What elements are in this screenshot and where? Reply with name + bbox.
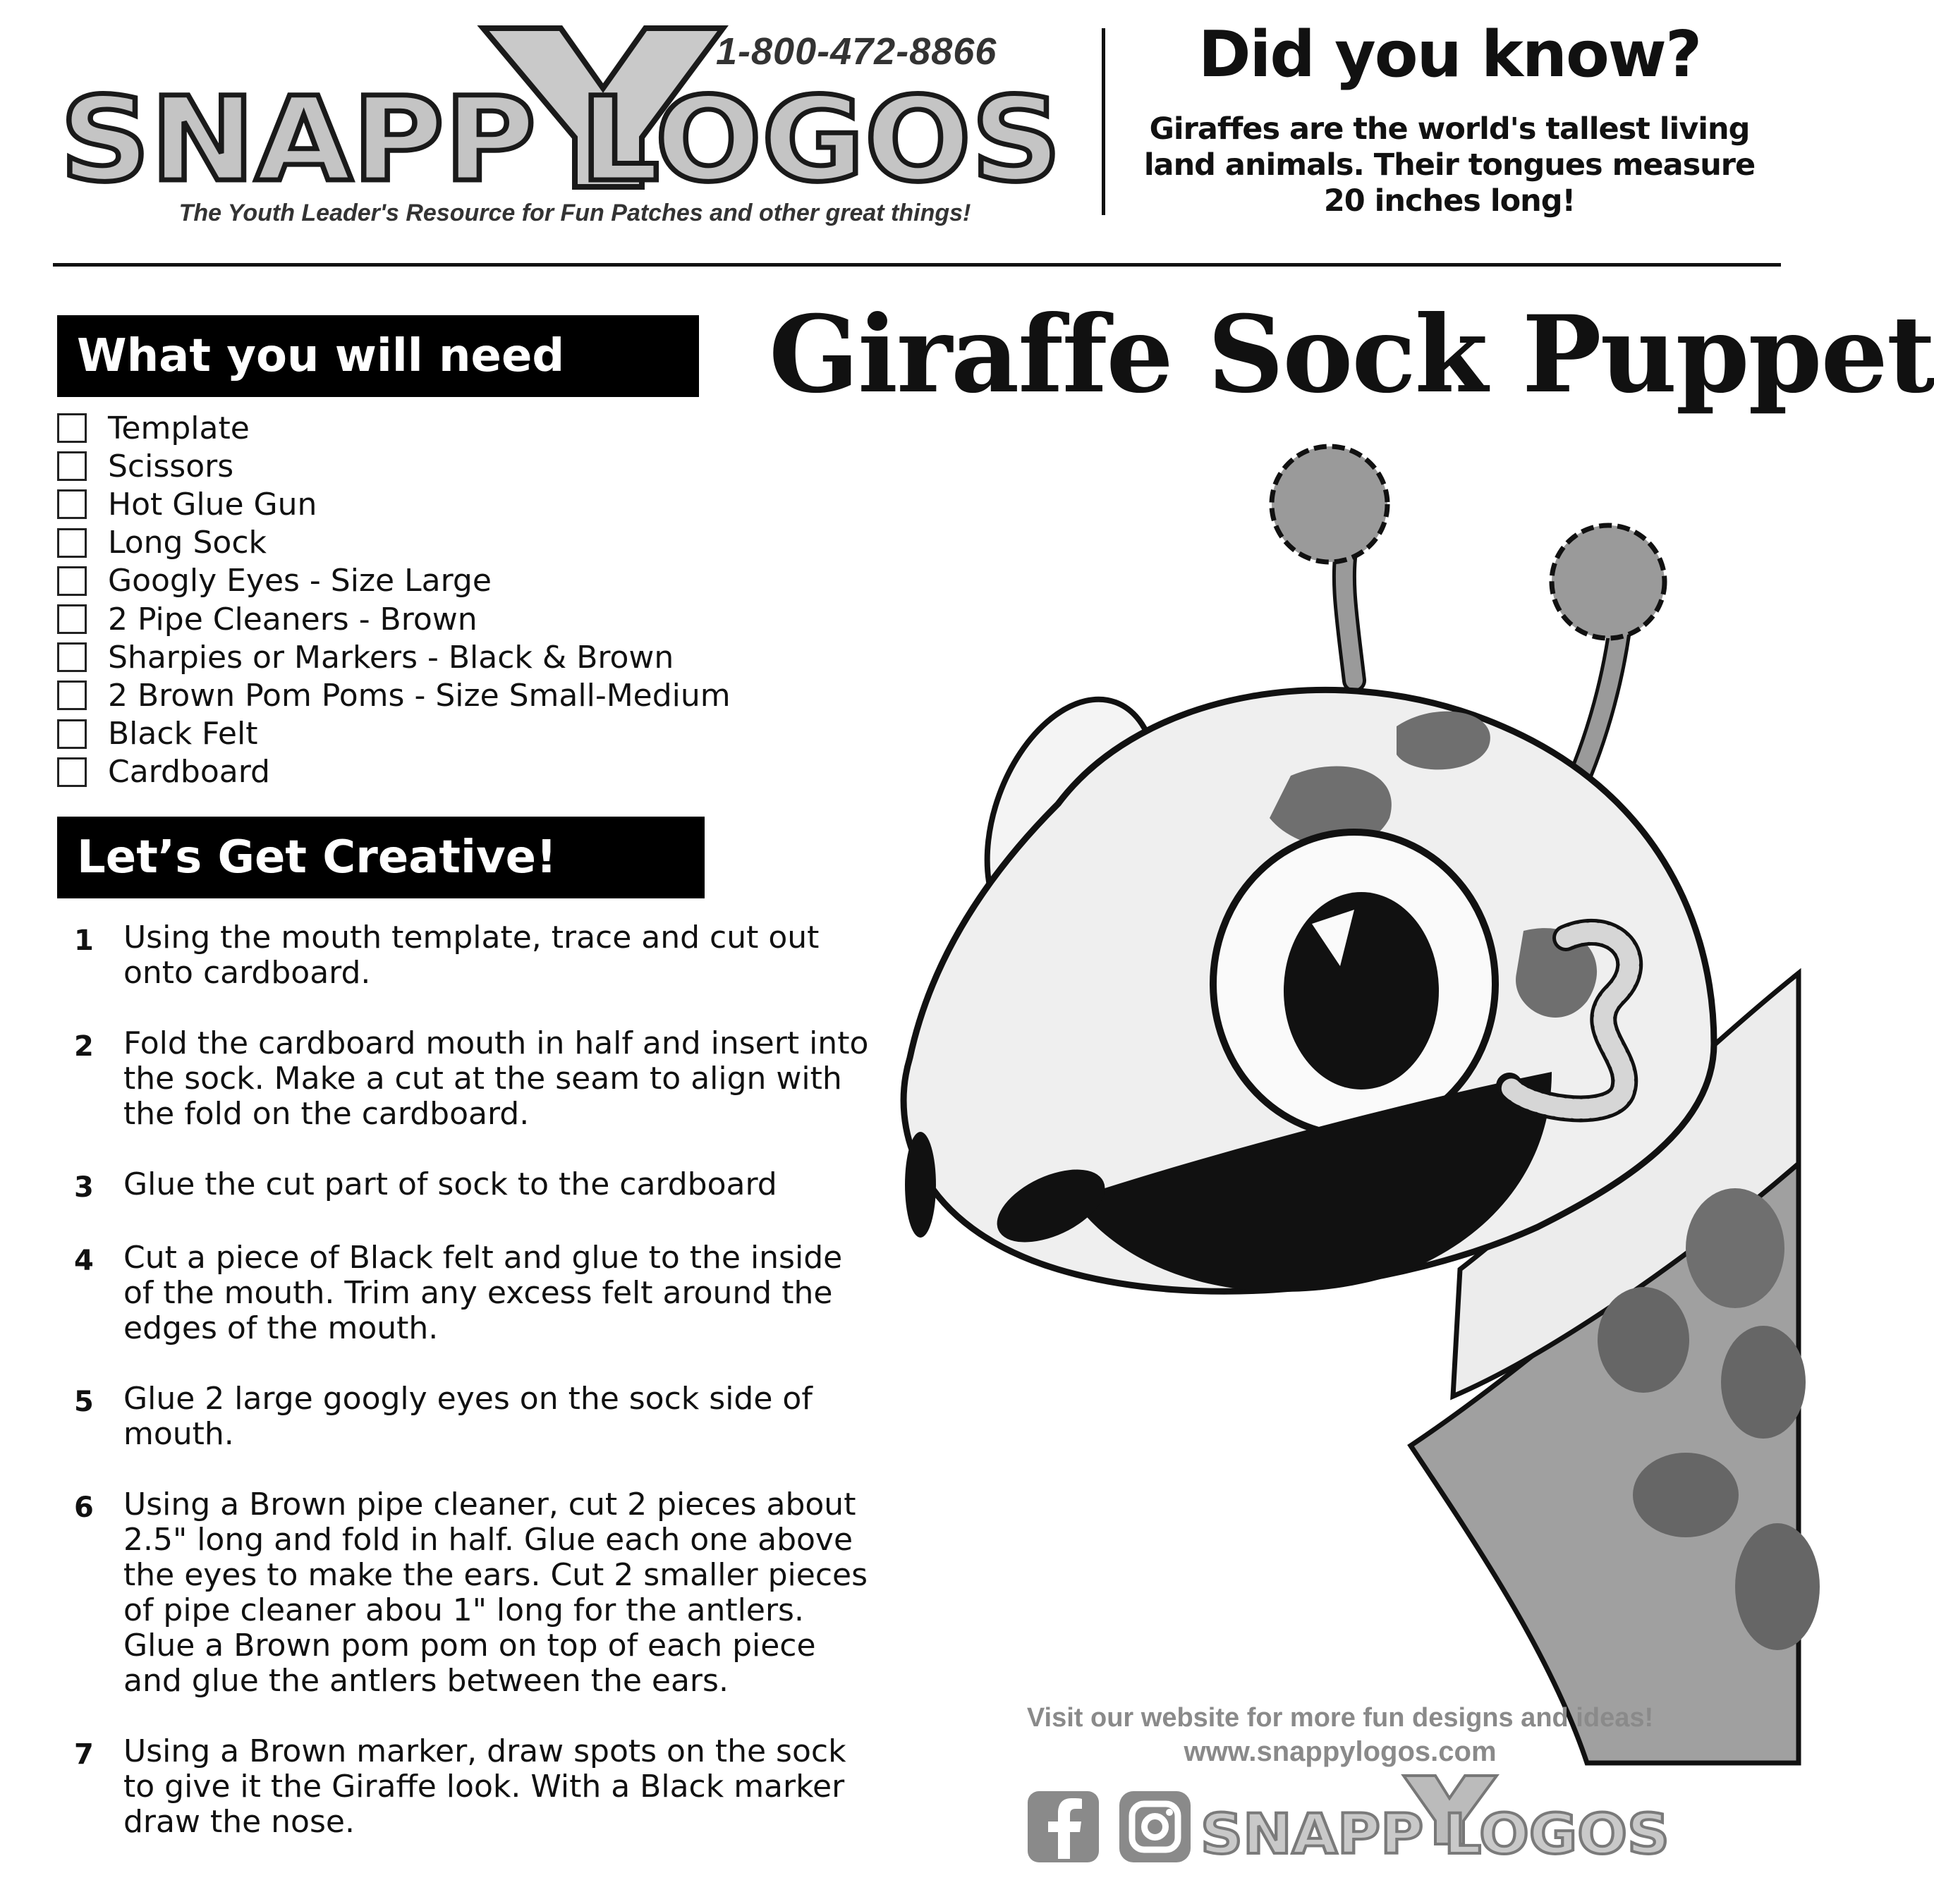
material-item (57, 676, 748, 714)
step-item (74, 1167, 878, 1205)
step-number: 6 (74, 1491, 94, 1524)
material-checkbox[interactable] (57, 528, 87, 558)
did-you-know-text: Giraffes are the world's tallest living land animals. Their tongues measure 20 inches long! (1143, 111, 1756, 219)
facebook-icon[interactable] (1026, 1790, 1100, 1864)
material-checkbox[interactable] (57, 413, 87, 443)
step-text: Glue 2 large googly eyes on the sock side of mouth. (123, 1381, 813, 1452)
material-checkbox[interactable] (57, 642, 87, 672)
material-checkbox[interactable] (57, 566, 87, 596)
materials-heading: What you will need (57, 315, 699, 397)
material-item (57, 409, 748, 447)
instagram-icon[interactable] (1118, 1790, 1192, 1864)
step-number: 7 (74, 1738, 94, 1771)
phone-number: 1-800-472-8866 (716, 30, 997, 73)
material-label: Template (108, 410, 250, 446)
svg-text:SNAPP LOGOS: SNAPP LOGOS (60, 72, 1062, 207)
step-item (74, 1026, 878, 1132)
material-checkbox[interactable] (57, 604, 87, 634)
material-item (57, 562, 748, 600)
step-item (74, 1240, 878, 1346)
snappylogos-footer-logo[interactable] (1199, 1770, 1672, 1869)
material-checkbox[interactable] (57, 757, 87, 787)
instruction-steps (74, 920, 878, 1840)
website-link[interactable]: www.snappylogos.com (1184, 1736, 1497, 1767)
material-item (57, 485, 748, 523)
step-number: 5 (74, 1386, 94, 1418)
material-label: Black Felt (108, 716, 258, 752)
giraffe-puppet-illustration (846, 423, 1799, 1763)
material-label: Sharpies or Markers - Black & Brown (108, 639, 674, 676)
svg-text:SNAPP LOGOS: SNAPP LOGOS (1200, 1803, 1670, 1867)
header-rule (53, 263, 1781, 267)
material-checkbox[interactable] (57, 489, 87, 519)
material-item (57, 638, 748, 676)
material-label: Scissors (108, 448, 234, 484)
material-checkbox[interactable] (57, 681, 87, 710)
did-you-know-title: Did you know? (1198, 18, 1701, 92)
material-item (57, 524, 748, 562)
instructions-heading: Let’s Get Creative! (57, 817, 705, 898)
tagline: The Youth Leader's Resource for Fun Patches and other great things! (178, 200, 971, 226)
material-label: 2 Brown Pom Poms - Size Small-Medium (108, 677, 731, 714)
step-number: 3 (74, 1171, 94, 1204)
materials-list (57, 409, 748, 791)
material-item (57, 715, 748, 753)
material-checkbox[interactable] (57, 451, 87, 481)
step-item (74, 920, 878, 991)
material-label: Hot Glue Gun (108, 486, 317, 523)
step-text: Using a Brown marker, draw spots on the sock to give it the Giraffe look. With a Black marker draw the nose. (123, 1733, 846, 1840)
material-item (57, 600, 748, 638)
step-item (74, 1734, 878, 1840)
material-label: Cardboard (108, 754, 270, 791)
step-item (74, 1381, 878, 1452)
material-checkbox[interactable] (57, 719, 87, 749)
visit-website-text: Visit our website for more fun designs and ideas! (1026, 1703, 1654, 1733)
step-text: Glue the cut part of sock to the cardboard (123, 1166, 777, 1202)
step-item (74, 1487, 878, 1699)
page-title: Giraffe Sock Puppet (769, 293, 1934, 417)
step-text: Fold the cardboard mouth in half and insert into the sock. Make a cut at the seam to align with the fold on the cardboard. (123, 1025, 869, 1132)
material-label: Googly Eyes - Size Large (108, 563, 492, 599)
material-label: Long Sock (108, 525, 267, 561)
header-divider (1102, 28, 1105, 215)
step-number: 4 (74, 1245, 94, 1277)
step-text: Using a Brown pipe cleaner, cut 2 pieces about 2.5" long and fold in half. Glue each one above the eyes to make the ears. Cut 2 smaller pieces of pipe cleaner abou 1" long for the antlers. Glue a Brown pom pom on top of each piece and glue the antlers between the ears. (123, 1487, 868, 1699)
material-label: 2 Pipe Cleaners - Brown (108, 601, 478, 637)
step-number: 1 (74, 924, 94, 957)
step-text: Using the mouth template, trace and cut out onto cardboard. (123, 920, 820, 991)
step-text: Cut a piece of Black felt and glue to the inside of the mouth. Trim any excess felt around the edges of the mouth. (123, 1240, 843, 1346)
step-number: 2 (74, 1030, 94, 1063)
material-item (57, 447, 748, 485)
material-item (57, 753, 748, 791)
